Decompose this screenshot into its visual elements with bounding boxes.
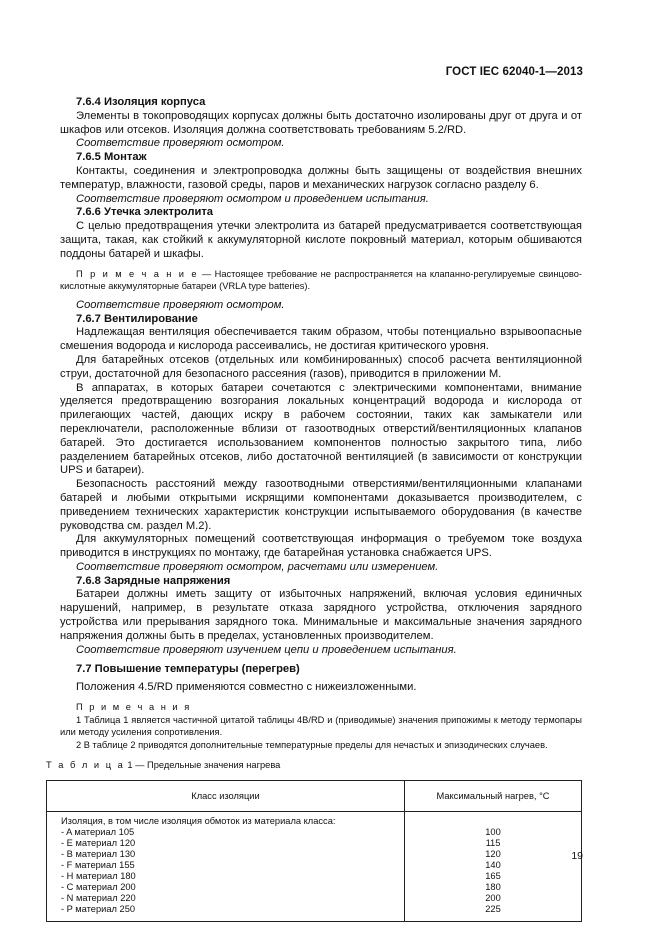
note-text: — Настоящее требование не распространяется на клапанно-регулируемые свинцово-кислотные аккумуляторные батареи (VRLA type batteries).: [60, 268, 582, 292]
compliance-check: Соответствие проверяют осмотром.: [76, 137, 285, 150]
class-h: - H материал 180: [61, 871, 136, 882]
paragraph: Надлежащая вентиляция обеспечивается таким образом, чтобы потенциально взрывоопасные смешения водорода и кислорода рассеивались, не достигая критического уровня.: [60, 326, 582, 353]
class-f: - F материал 155: [61, 860, 135, 871]
value-p: 225: [485, 904, 501, 915]
compliance-check: Соответствие проверяют осмотром, расчетами или измерением.: [76, 560, 439, 573]
value-b: 120: [485, 849, 501, 860]
table-intro: Изоляция, в том числе изоляция обмоток из материала класса:: [61, 816, 336, 827]
table-row: [47, 812, 582, 922]
section-heading-7-6-6: 7.6.6 Утечка электролита: [76, 206, 214, 219]
compliance-check: Соответствие проверяют осмотром и проведением испытания.: [76, 192, 429, 205]
class-a: - A материал 105: [61, 827, 135, 838]
paragraph: В аппаратах, в которых батареи сочетаются с электрическими компонентами, внимание уделяется предотвращению возгорания локальных концентраций водорода и кислорода от прилегающих частей, дающих искру в рабочем состоянии, таких как замыкатели или переключатели, расположенные вблизи от газоотводных отверстий/вентиляционных клапанов батарей. Это достигается использованием компонентов полностью закрытого типа, либо разделением батарейных отсеков, либо достаточной вентиляцией (в зависимости от конструкции UPS и батареи).: [60, 381, 582, 477]
value-e: 115: [485, 838, 501, 849]
paragraph: Безопасность расстояний между газоотводными отверстиями/вентиляционными клапанами батарей и любыми открытыми искрящими компонентами доказывается производителем, с приведением технических характеристик конструкции испытываемого оборудования (в качестве руководства см. раздел М.2).: [60, 478, 582, 532]
section-heading-7-6-4: 7.6.4 Изоляция корпуса: [76, 96, 206, 108]
paragraph: Батареи должны иметь защиту от избыточных напряжений, включая условия единичных нарушений, например, в результате отказа зарядного устройства, отключения зарядного устройства или прерывания зарядного тока. Минимальные и максимальные значения зарядного напряжения должны быть в пределах, установленных производителем.: [60, 588, 582, 642]
class-e: - E материал 120: [61, 838, 136, 849]
compliance-check: Соответствие проверяют изучением цепи и проведением испытания.: [76, 643, 457, 656]
value-h: 165: [485, 871, 501, 882]
column-header-max-heating: Максимальный нагрев, °С: [405, 781, 582, 812]
value-a: 100: [485, 827, 501, 838]
table-header-row: [47, 781, 582, 812]
value-n: 200: [485, 893, 501, 904]
column-header-insulation-class: Класс изоляции: [47, 781, 405, 812]
notes-label: П р и м е ч а н и я: [76, 702, 192, 713]
section-heading-7-7: 7.7 Повышение температуры (перегрев): [76, 663, 300, 676]
paragraph: Контакты, соединения и электропроводка должны быть защищены от воздействия внешних температур, влажности, газовой среды, паров и механических нагрузок согласно разделу 6.: [60, 164, 582, 191]
compliance-check: Соответствие проверяют осмотром.: [76, 298, 285, 311]
page-content: [46, 96, 582, 922]
table-caption: [46, 759, 582, 772]
insulation-class-cell: [47, 812, 405, 922]
paragraph: Положения 4.5/RD применяются совместно с нижеизложенными.: [76, 681, 417, 694]
page-number: 19: [571, 850, 583, 862]
value-f: 140: [485, 860, 501, 871]
value-c: 180: [485, 882, 501, 893]
table-caption-label: Т а б л и ц а: [46, 760, 125, 771]
note-1: 1 Таблица 1 является частичной цитатой таблицы 4В/RD и (приводимые) значения припожимы к методу термопары или методу усиления сопротивления.: [60, 714, 582, 738]
paragraph: С целью предотвращения утечки электролита из батарей предусматривается соответствующая защита, такая, как стойкий к аккумуляторной кислоте покровный материал, которым обшиваются поддоны батарей и шкафы.: [60, 220, 582, 260]
note: [60, 268, 582, 293]
class-p: - P материал 250: [61, 904, 136, 915]
section-heading-7-6-7: 7.6.7 Вентилирование: [76, 312, 198, 325]
note-label: П р и м е ч а н и е: [76, 268, 199, 279]
paragraph: Элементы в токопроводящих корпусах должны быть достаточно изолированы друг от друга и от шкафов или отсеков. Изоляция должна соответствовать требованиям 5.2/RD.: [60, 109, 582, 136]
class-b: - B материал 130: [61, 849, 136, 860]
table-caption-text: 1 — Предельные значения нагрева: [124, 760, 281, 771]
section-heading-7-6-8: 7.6.8 Зарядные напряжения: [76, 574, 231, 587]
heating-limits-table: [46, 780, 582, 922]
class-n: - N материал 220: [61, 893, 136, 904]
class-c: - C материал 200: [61, 882, 136, 893]
section-heading-7-6-5: 7.6.5 Монтаж: [76, 151, 147, 164]
note-2: 2 В таблице 2 приводятся дополнительные температурные пределы для нечастых и эпизодических случаев.: [76, 739, 548, 750]
paragraph: Для аккумуляторных помещений соответствующая информация о требуемом токе воздуха приводится в инструкциях по монтажу, где батарейная установка снабжается UPS.: [60, 533, 582, 560]
paragraph: Для батарейных отсеков (отдельных или комбинированных) способ расчета вентиляционной струи, достаточной для безопасного рассеяния (газов), приводится в приложении М.: [60, 353, 582, 380]
standard-designation: ГОСТ IEC 62040-1—2013: [445, 66, 583, 78]
max-heating-cell: [405, 812, 582, 922]
